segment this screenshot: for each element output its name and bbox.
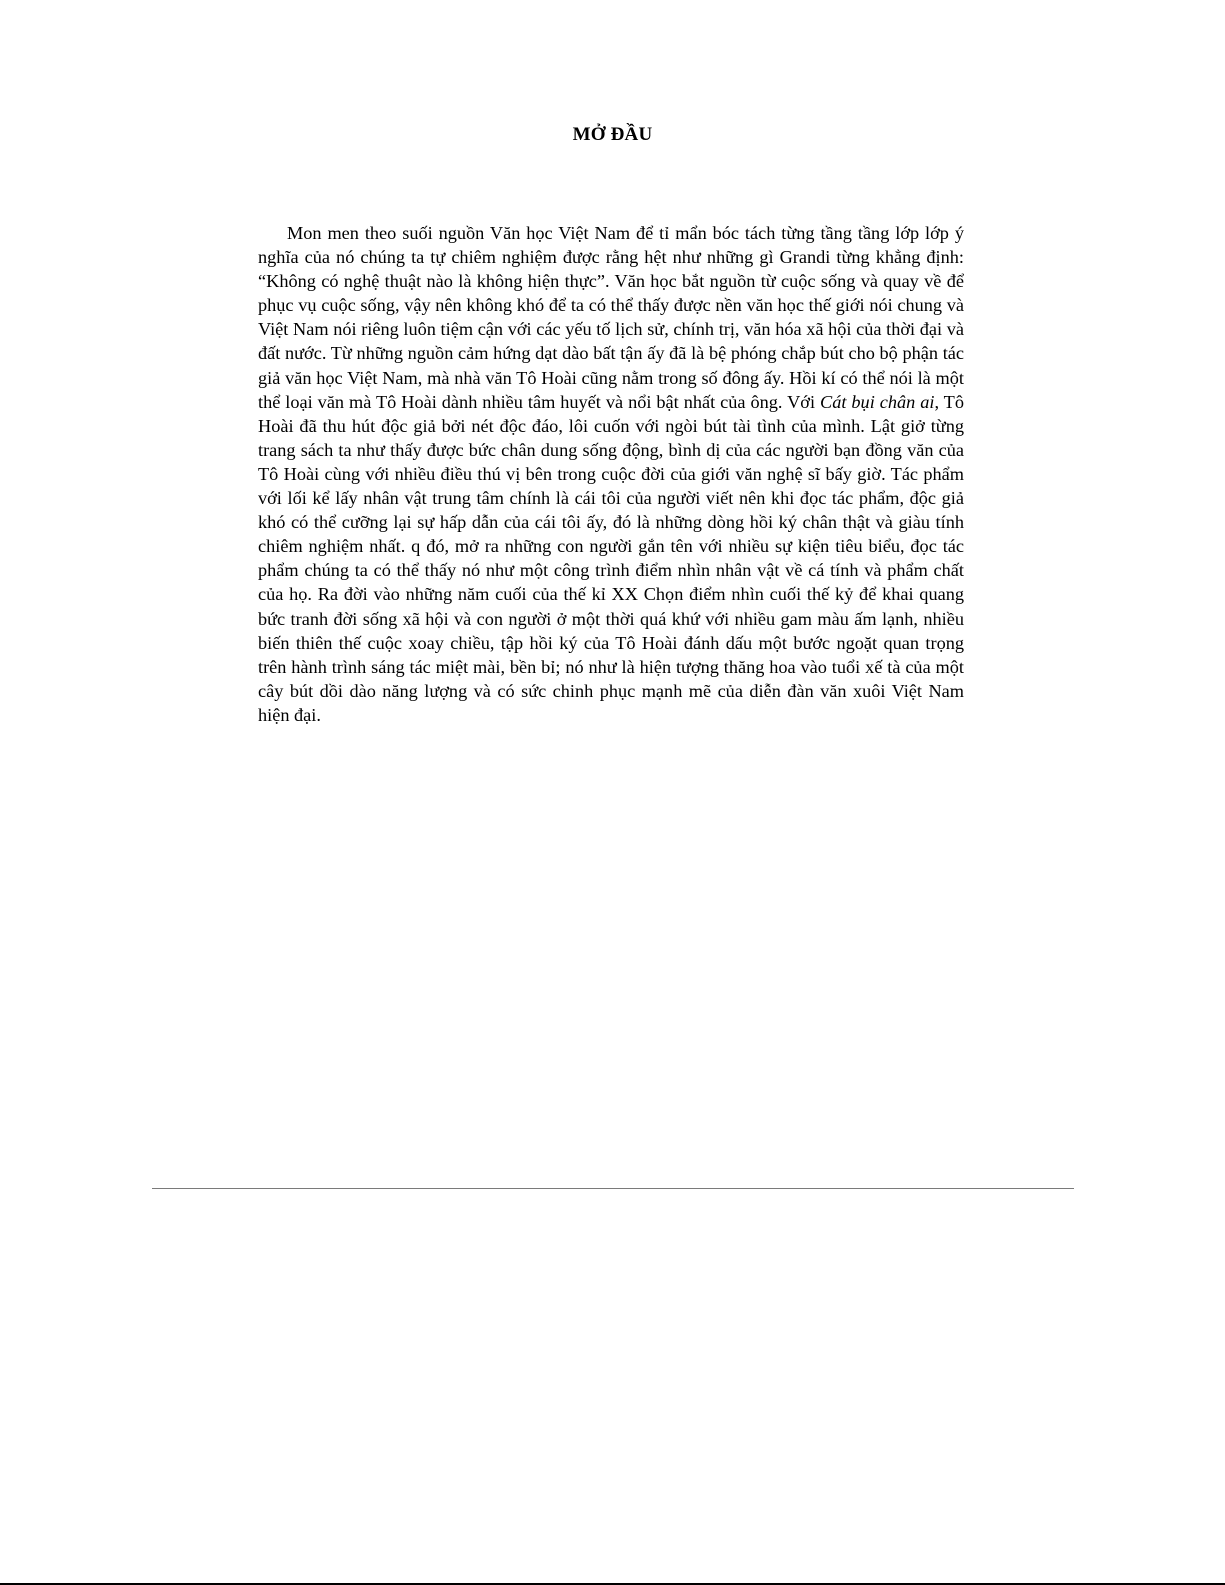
paragraph-text-part-2: , Tô Hoài đã thu hút độc giả bởi nét độc đáo, lôi cuốn với ngòi bút tài tình của mình. Lật giở từng trang sách ta như thấy được bức chân dung sống động, bình dị của các người bạn đồng văn của Tô Hoài cùng với nhiều điều thú vị bên trong cuộc đời của giới văn nghệ sĩ bấy giờ. Tác phẩm với lối kể lấy nhân vật trung tâm chính là cái tôi của người viết nên khi đọc tác phẩm, độc giả khó có thể cưỡng lại sự hấp dẫn của cái tôi ấy, đó là những dòng hồi ký chân thật và giàu tính chiêm nghiệm nhất. q đó, mở ra những con người gắn tên với nhiều sự kiện tiêu biểu, đọc tác phẩm chúng ta có thể thấy nó như một công trình điểm nhìn nhân vật về cá tính và phẩm chất của họ. Ra đời vào những năm cuối của thế kỉ XX Chọn điểm nhìn cuối thế kỷ để khai quang bức tranh đời sống xã hội và con người ở một thời quá khứ với nhiều gam màu ấm lạnh, nhiều biến thiên thế cuộc xoay chiều, tập hồi ký của Tô Hoài đánh dấu một bước ngoặt quan trọng trên hành trình sáng tác miệt mài, bền bỉ; nó như là hiện tượng thăng hoa vào tuổi xế tà của một cây bút dồi dào năng lượng và có sức chinh phục mạnh mẽ của diễn đàn văn xuôi Việt Nam hiện đại. (258, 391, 964, 725)
body-paragraph (258, 221, 964, 727)
page-heading: MỞ ĐẦU (572, 124, 653, 145)
work-title-italic: Cát bụi chân ai (820, 391, 935, 412)
footer-divider (152, 1188, 1074, 1189)
paragraph-text-part-1: Mon men theo suối nguồn Văn học Việt Nam để tỉ mẩn bóc tách từng tầng tầng lớp lớp ý nghĩa của nó chúng ta tự chiêm nghiệm được rằng hệt như những gì Grandi từng khẳng định: “Không có nghệ thuật nào là không hiện thực”. Văn học bắt nguồn từ cuộc sống và quay về để phục vụ cuộc sống, vậy nên không khó để ta có thể thấy được nền văn học thế giới nói chung và Việt Nam nói riêng luôn tiệm cận với các yếu tố lịch sử, chính trị, văn hóa xã hội của thời đại và đất nước. Từ những nguồn cảm hứng dạt dào bất tận ấy đã là bệ phóng chắp bút cho bộ phận tác giả văn học Việt Nam, mà nhà văn Tô Hoài cũng nằm trong số đông ấy. Hồi kí có thể nói là một thể loại văn mà Tô Hoài dành nhiều tâm huyết và nổi bật nhất của ông. Với (258, 223, 964, 412)
